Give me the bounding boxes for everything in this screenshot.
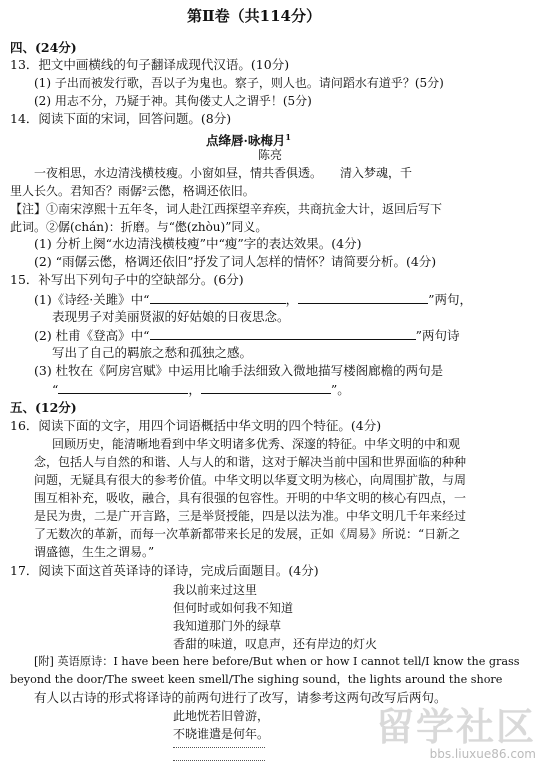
poem-title-footnote: 1 xyxy=(285,132,291,142)
rewritten-line-2: 不晓谁遣是何年。 xyxy=(173,727,270,741)
watermark-url: bbs.liuxue86.com xyxy=(429,747,536,761)
page-title: 第Ⅱ卷（共114分） xyxy=(187,7,321,25)
q15-stem: 15．补写出下列句子中的空缺部分。(6分) xyxy=(10,272,244,287)
poem-author: 陈亮 xyxy=(258,148,283,162)
q15-sub-2-desc: 写出了自己的羁旅之愁和孤独之感。 xyxy=(52,345,253,360)
answer-blank[interactable] xyxy=(58,381,188,394)
translated-verse-2: 但何时或如何我不知道 xyxy=(173,601,294,615)
q16-passage-4: 围互相补充，吸收，融合，具有很强的包容性。开明的中华文明的核心有四点，一 xyxy=(34,491,467,505)
original-poem-2: beyond the door/The sweet keen smell/The sighing sound，the lights around the shore xyxy=(10,673,503,686)
q13-sentence-1: (1) 子出而被发行歌，吾以子为鬼也。察子，则人也。请问蹈水有道乎？(5分) xyxy=(34,76,444,90)
answer-line[interactable] xyxy=(173,747,265,748)
poem-line-1: 一夜相思，水边清浅横枝瘦。小窗如昼，情共香俱透。 清入梦魂，千 xyxy=(34,166,413,180)
translated-verse-1: 我以前来过这里 xyxy=(173,583,258,597)
q13-sentence-2: (2) 用志不分，乃疑于神。其佝偻丈人之谓乎！(5分) xyxy=(34,94,312,108)
q17-task: 有人以古诗的形式将译诗的前两句进行了改写，请参考这两句改写后两句。 xyxy=(34,690,447,705)
q15-sub-3-blanks: “ ， ”。 xyxy=(52,382,350,397)
q14-sub-1: (1) 分析上阕“水边清浅横枝瘦”中“瘦”字的表达效果。(4分) xyxy=(34,236,362,251)
q16-passage-2: 念，包括人与自然的和谐、人与人的和谐，这对于解决当前中国和世界面临的种种 xyxy=(34,455,467,469)
q16-passage-3: 问题，无疑具有很大的参考价值。中华文明以华夏文明为核心，向周围扩散，与周 xyxy=(34,473,467,487)
watermark xyxy=(376,707,536,761)
answer-blank[interactable] xyxy=(201,381,331,394)
translated-verse-4: 香甜的味道，叹息声，还有岸边的灯火 xyxy=(173,637,378,651)
q17-stem: 17．阅读下面这首英译诗的译诗，完成后面题目。(4分) xyxy=(10,563,319,578)
answer-blank[interactable] xyxy=(278,327,416,340)
answer-blank[interactable] xyxy=(298,291,428,304)
poem-note-2: 此词。②僝(chán)：折磨。与“僽(zhòu)”同义。 xyxy=(10,220,268,234)
watermark-logo: 留学社区 xyxy=(375,705,536,749)
answer-blank[interactable] xyxy=(150,327,278,340)
q16-passage-5: 是民为贵，二是广开言路，三是举贤授能，四是以法为准。中华文明几千年来经过 xyxy=(34,509,467,523)
section-4-heading: 四、(24分) xyxy=(10,40,77,55)
q14-sub-2: (2) “雨僝云僽，格调还依旧”抒发了词人怎样的情怀？请简要分析。(4分) xyxy=(34,254,437,269)
rewritten-line-1: 此地恍若旧曾游， xyxy=(173,709,270,723)
q16-passage-7: 谓盛德，生生之谓易。” xyxy=(34,545,155,559)
q15-sub-2: (2) 杜甫《登高》中“ ”两句诗 xyxy=(34,328,460,343)
q16-passage-6: 了无数次的革新，而每一次革新都带来长足的发展，正如《周易》所说：“日新之 xyxy=(34,527,461,541)
translated-verse-3: 我知道那门外的绿草 xyxy=(173,619,282,633)
q15-sub-3: (3) 杜牧在《阿房宫赋》中运用比喻手法细致入微地描写楼阁廊檐的两句是 xyxy=(34,363,444,378)
q16-passage-1: 回顾历史，能清晰地看到中华文明诸多优秀、深邃的特征。中华文明的中和观 xyxy=(52,437,461,451)
q15-sub-1-desc: 表现男子对美丽贤淑的好姑娘的日夜思念。 xyxy=(52,309,290,324)
answer-line[interactable] xyxy=(173,760,265,761)
q13-stem: 13．把文中画横线的句子翻译成现代汉语。(10分) xyxy=(10,57,290,72)
original-poem-1: [附] 英语原诗：I have been here before/But when or how I cannot tell/I know the grass xyxy=(34,655,520,668)
q15-sub-1: (1)《诗经·关雎》中“ ， ”两句， xyxy=(34,292,472,307)
section-5-heading: 五、(12分) xyxy=(10,400,77,415)
poem-title: 点绛唇·咏梅月$^1$ xyxy=(206,132,291,149)
q16-stem: 16．阅读下面的文字，用四个词语概括中华文明的四个特征。(4分) xyxy=(10,418,382,433)
poem-note-1: 【注】①南宋淳熙十五年冬，词人赴江西探望辛弃疾，共商抗金大计，返回后写下 xyxy=(10,202,443,216)
poem-line-2: 里人长久。君知否？雨僝²云僽，格调还依旧。 xyxy=(10,184,255,198)
answer-blank[interactable] xyxy=(150,291,286,304)
q14-stem: 14．阅读下面的宋词，回答问题。(8分) xyxy=(10,111,232,126)
